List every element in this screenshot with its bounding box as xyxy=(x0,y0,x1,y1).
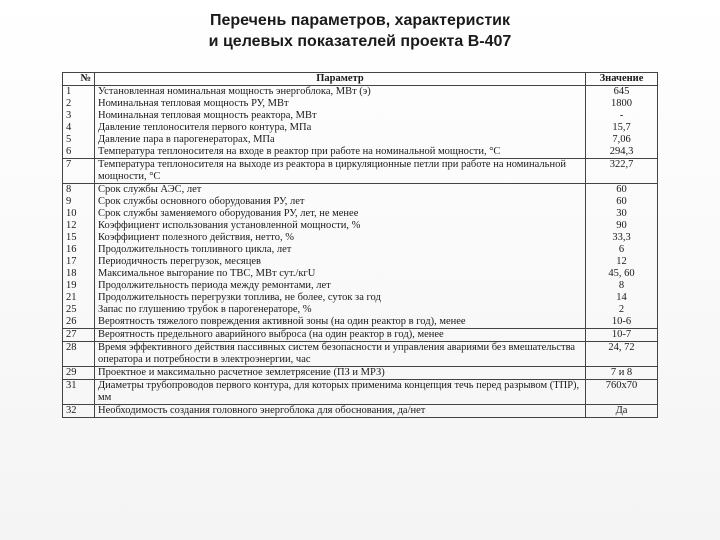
row-number: 5 xyxy=(63,134,95,146)
table-row xyxy=(63,244,658,256)
row-number: 18 xyxy=(63,268,95,280)
row-number: 1 xyxy=(63,86,95,99)
page-title xyxy=(0,10,720,52)
row-value: 14 xyxy=(586,292,658,304)
table-row xyxy=(63,405,658,418)
table-row xyxy=(63,268,658,280)
row-value: 90 xyxy=(586,220,658,232)
table-row xyxy=(63,86,658,99)
row-number: 6 xyxy=(63,146,95,159)
row-number: 3 xyxy=(63,110,95,122)
table-body xyxy=(63,86,658,418)
title-line-2: и целевых показателей проекта В-407 xyxy=(208,33,512,50)
row-value: 760х70 xyxy=(586,380,658,405)
table-row xyxy=(63,380,658,405)
table-row xyxy=(63,329,658,342)
row-parameter: Температура теплоносителя на входе в реактор при работе на номинальной мощности, °С xyxy=(95,146,586,159)
table-row xyxy=(63,342,658,367)
row-parameter: Вероятность тяжелого повреждения активной зоны (на один реактор в год), менее xyxy=(95,316,586,329)
row-value: 7,06 xyxy=(586,134,658,146)
table-row xyxy=(63,316,658,329)
row-value: 60 xyxy=(586,196,658,208)
table-row xyxy=(63,292,658,304)
row-number: 31 xyxy=(63,380,95,405)
row-parameter: Давление пара в парогенераторах, МПа xyxy=(95,134,586,146)
row-parameter: Необходимость создания головного энергоблока для обоснования, да/нет xyxy=(95,405,586,418)
row-parameter: Номинальная тепловая мощность РУ, МВт xyxy=(95,98,586,110)
row-value: 12 xyxy=(586,256,658,268)
table-row xyxy=(63,232,658,244)
row-parameter: Продолжительность периода между ремонтами, лет xyxy=(95,280,586,292)
header-value: Значение xyxy=(586,73,658,86)
row-number: 32 xyxy=(63,405,95,418)
row-parameter: Срок службы основного оборудования РУ, лет xyxy=(95,196,586,208)
row-number: 8 xyxy=(63,184,95,197)
table-row xyxy=(63,122,658,134)
row-value: 1800 xyxy=(586,98,658,110)
row-number: 16 xyxy=(63,244,95,256)
table-row xyxy=(63,220,658,232)
row-number: 29 xyxy=(63,367,95,380)
row-parameter: Максимальное выгорание по ТВС, МВт сут./кгU xyxy=(95,268,586,280)
row-value: 8 xyxy=(586,280,658,292)
row-parameter: Вероятность предельного аварийного выброса (на один реактор в год), менее xyxy=(95,329,586,342)
row-value: 45, 60 xyxy=(586,268,658,280)
row-number: 12 xyxy=(63,220,95,232)
row-number: 2 xyxy=(63,98,95,110)
header-parameter: Параметр xyxy=(95,73,586,86)
row-parameter: Номинальная тепловая мощность реактора, МВт xyxy=(95,110,586,122)
header-number: № xyxy=(63,73,95,86)
row-number: 27 xyxy=(63,329,95,342)
row-parameter: Диаметры трубопроводов первого контура, для которых применима концепция течь перед разрывом (ТПР), мм xyxy=(95,380,586,405)
row-value: 6 xyxy=(586,244,658,256)
row-value: 10-6 xyxy=(586,316,658,329)
row-number: 17 xyxy=(63,256,95,268)
table-row xyxy=(63,98,658,110)
row-value: 645 xyxy=(586,86,658,99)
row-number: 28 xyxy=(63,342,95,367)
row-parameter: Установленная номинальная мощность энергоблока, МВт (э) xyxy=(95,86,586,99)
table-row xyxy=(63,208,658,220)
table-row xyxy=(63,159,658,184)
row-value: 60 xyxy=(586,184,658,197)
row-value: 2 xyxy=(586,304,658,316)
row-number: 7 xyxy=(63,159,95,184)
row-number: 19 xyxy=(63,280,95,292)
row-parameter: Температура теплоносителя на выходе из реактора в циркуляционные петли при работе на номинальной мощности, °С xyxy=(95,159,586,184)
row-value: 7 и 8 xyxy=(586,367,658,380)
row-number: 10 xyxy=(63,208,95,220)
row-parameter: Периодичность перегрузок, месяцев xyxy=(95,256,586,268)
parameters-table xyxy=(62,72,658,418)
row-value: 10-7 xyxy=(586,329,658,342)
row-parameter: Коэффициент использования установленной мощности, % xyxy=(95,220,586,232)
row-parameter: Срок службы заменяемого оборудования РУ, лет, не менее xyxy=(95,208,586,220)
row-parameter: Давление теплоносителя первого контура, МПа xyxy=(95,122,586,134)
row-value: - xyxy=(586,110,658,122)
row-number: 26 xyxy=(63,316,95,329)
row-value: 24, 72 xyxy=(586,342,658,367)
row-value: 30 xyxy=(586,208,658,220)
row-parameter: Проектное и максимально расчетное землетрясение (ПЗ и МРЗ) xyxy=(95,367,586,380)
row-value: 294,3 xyxy=(586,146,658,159)
table-row xyxy=(63,367,658,380)
table-row xyxy=(63,304,658,316)
row-parameter: Запас по глушению трубок в парогенераторе, % xyxy=(95,304,586,316)
table-row xyxy=(63,110,658,122)
row-value: 33,3 xyxy=(586,232,658,244)
row-value: 15,7 xyxy=(586,122,658,134)
table-row xyxy=(63,256,658,268)
row-parameter: Время эффективного действия пассивных систем безопасности и управления авариями без вмешательства оператора и потребности в электроэнергии, час xyxy=(95,342,586,367)
table-row xyxy=(63,280,658,292)
row-number: 15 xyxy=(63,232,95,244)
table-row xyxy=(63,184,658,197)
table-row xyxy=(63,146,658,159)
row-value: 322,7 xyxy=(586,159,658,184)
row-number: 21 xyxy=(63,292,95,304)
table-row xyxy=(63,134,658,146)
row-value: Да xyxy=(586,405,658,418)
title-line-1: Перечень параметров, характеристик xyxy=(209,12,511,29)
row-parameter: Срок службы АЭС, лет xyxy=(95,184,586,197)
row-parameter: Коэффициент полезного действия, нетто, % xyxy=(95,232,586,244)
row-number: 25 xyxy=(63,304,95,316)
row-number: 9 xyxy=(63,196,95,208)
row-number: 4 xyxy=(63,122,95,134)
table-row xyxy=(63,196,658,208)
row-parameter: Продолжительность топливного цикла, лет xyxy=(95,244,586,256)
table-header-row xyxy=(63,73,658,86)
row-parameter: Продолжительность перегрузки топлива, не более, суток за год xyxy=(95,292,586,304)
